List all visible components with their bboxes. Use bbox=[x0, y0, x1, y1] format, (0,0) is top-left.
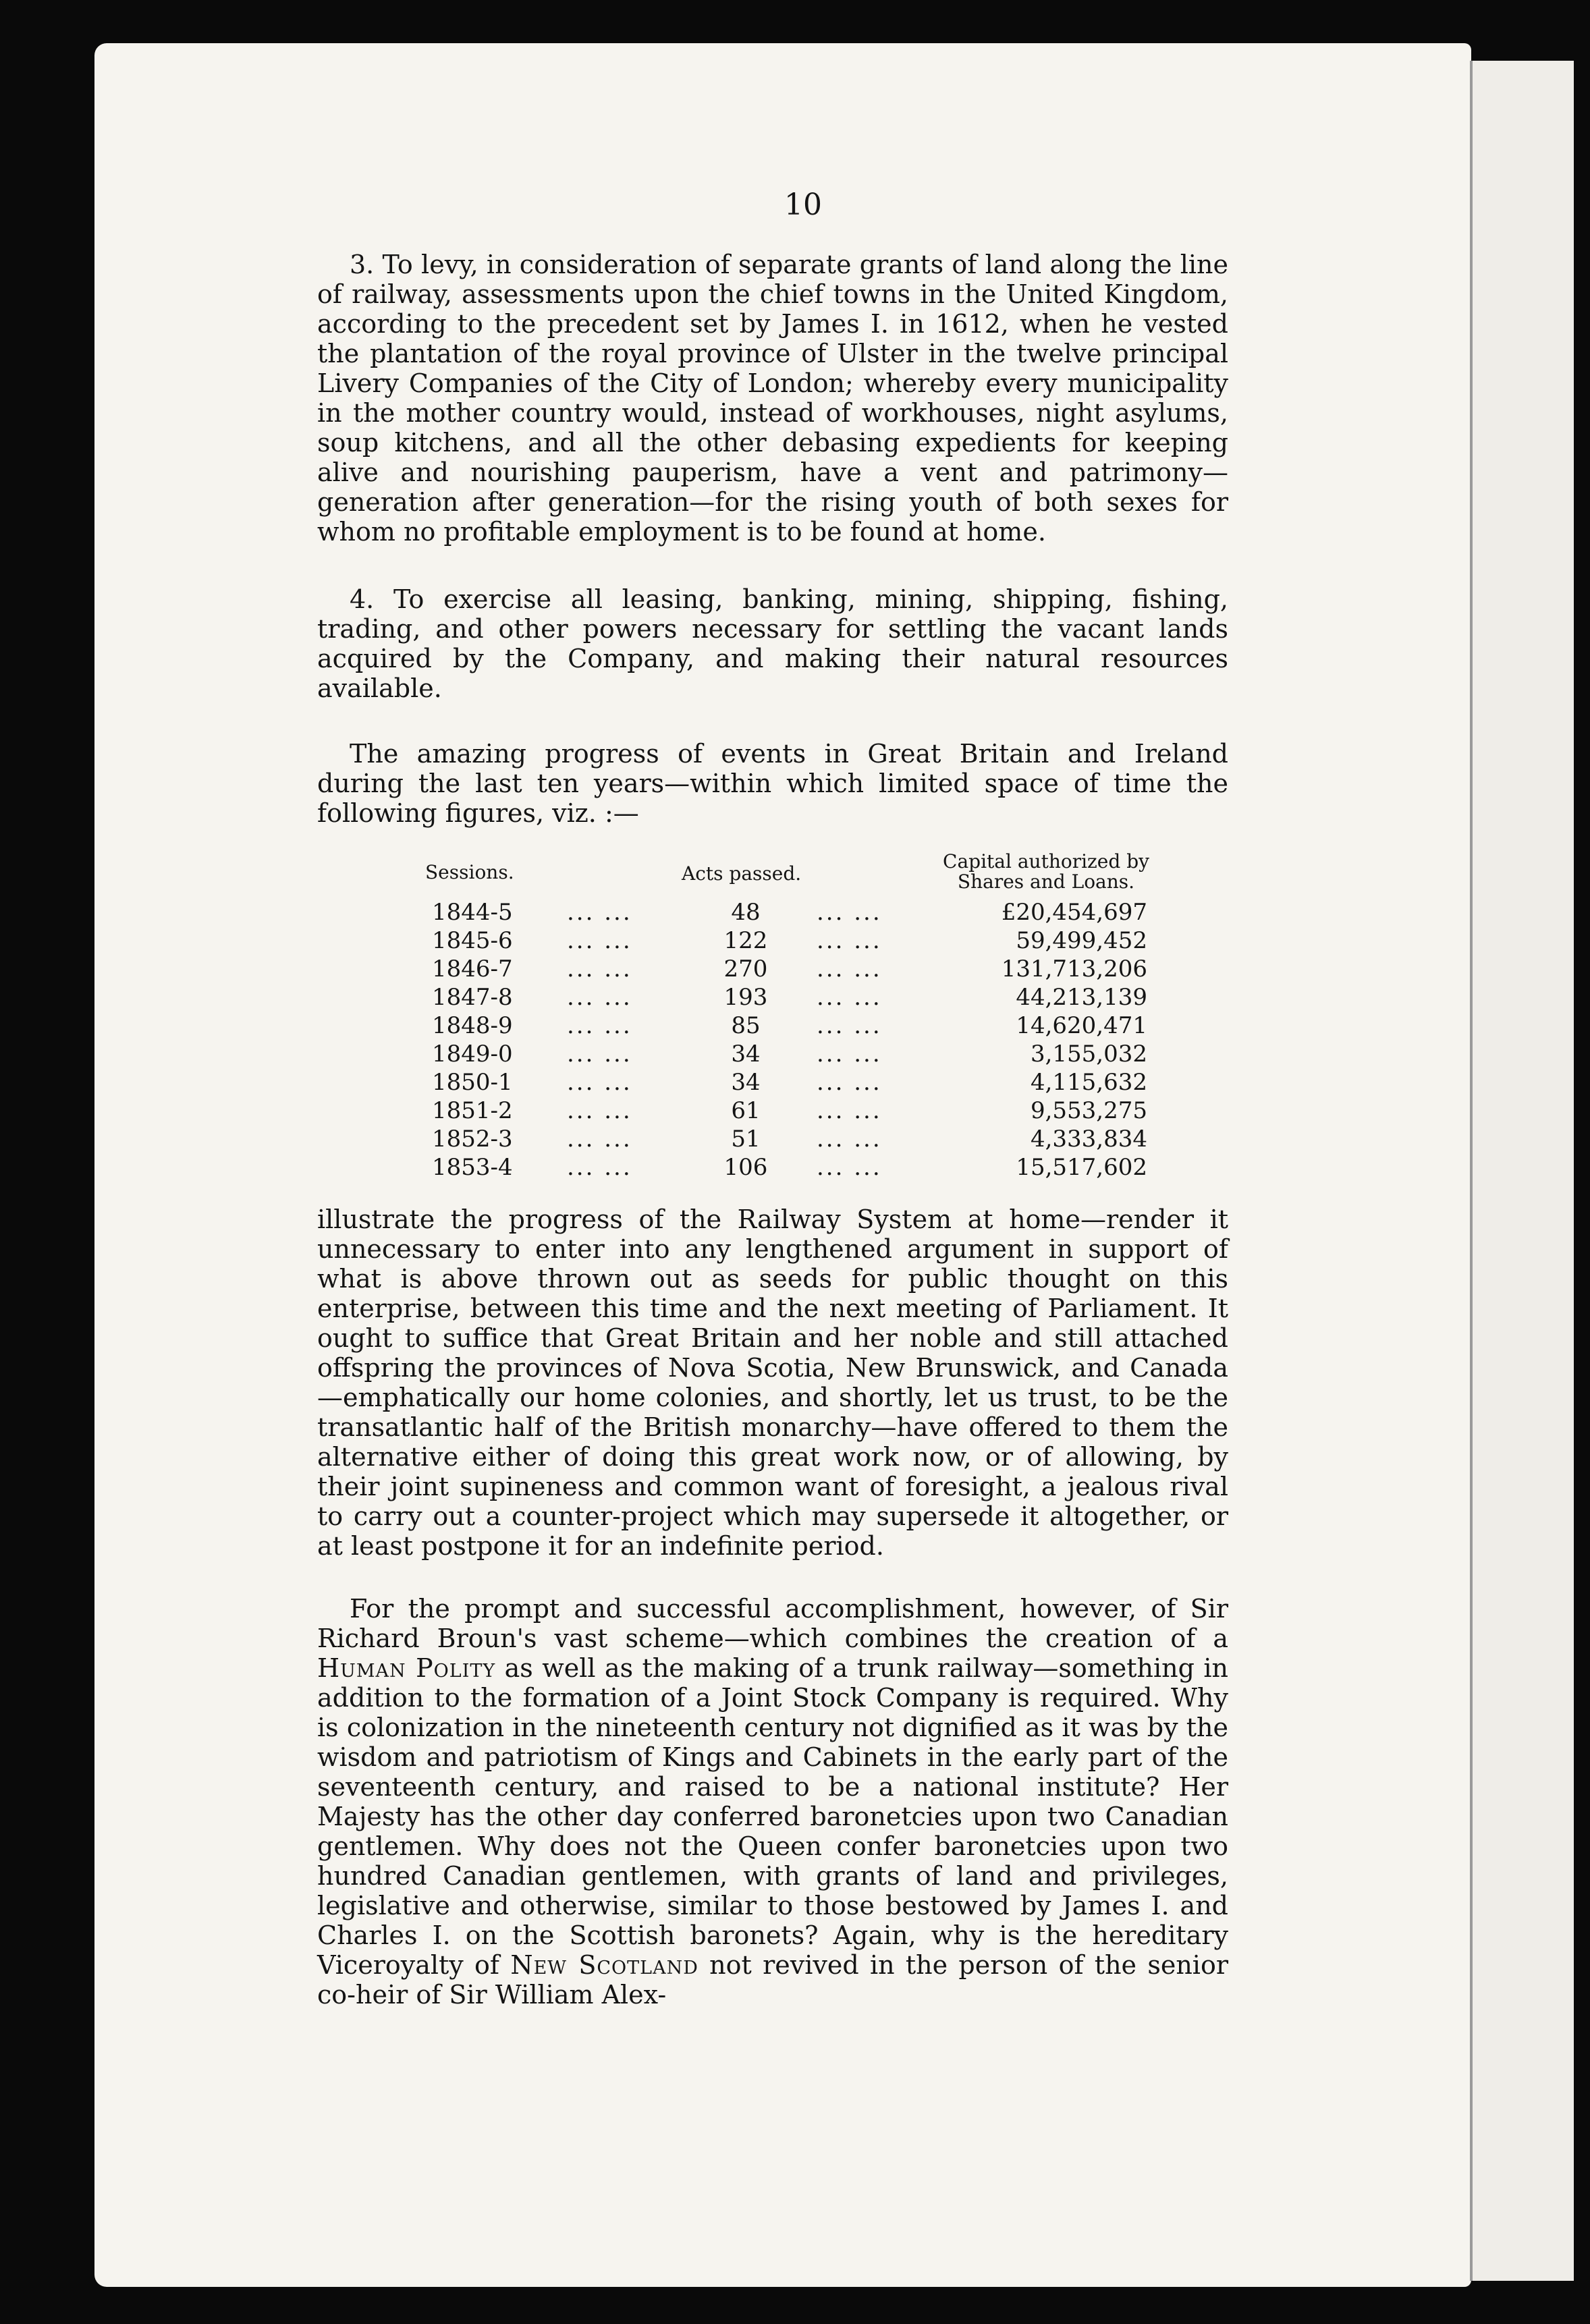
prompt-text bbox=[317, 1594, 1228, 2010]
capital-cell: 3,155,032 bbox=[1030, 1041, 1147, 1068]
session-cell: 1849-0 bbox=[432, 1041, 513, 1068]
capital-cell: 9,553,275 bbox=[1030, 1097, 1147, 1124]
leader-dots: ... ... bbox=[817, 1097, 882, 1124]
leader-dots: ... ... bbox=[817, 927, 882, 954]
session-cell: 1852-3 bbox=[432, 1126, 513, 1153]
leader-dots: ... ... bbox=[567, 927, 632, 954]
prompt-text-part1: For the prompt and successful accomplishment, however, of Sir Richard Broun's vast scheme—which combines the creation of a bbox=[317, 1594, 1228, 1653]
acts-cell: 106 bbox=[723, 1154, 768, 1181]
new-scotland-term: New Scotland bbox=[510, 1950, 698, 1980]
illustrate-text: illustrate the progress of the Railway System at home—render it unnecessary to enter into any lengthened argument in support of what is above thrown out as seeds for public thought on this enterprise, between this time and the next meeting of Parliament. It ought to suffice that Great Britain and her noble and still attached offspring the provinces of Nova Scotia, New Brunswick, and Canada—emphatically our home colonies, and shortly, let us trust, to be the transatlantic half of the British monarchy—have offered to them the alternative either of doing this great work now, or of allowing, by their joint supineness and common want of foresight, a jealous rival to carry out a counter-project which may supersede it altogether, or at least postpone it for an indefinite period. bbox=[317, 1205, 1228, 1561]
table-row bbox=[425, 1069, 1168, 1097]
header-capital-line1: Capital authorized by bbox=[943, 850, 1149, 873]
session-cell: 1844-5 bbox=[432, 899, 513, 926]
capital-cell: 44,213,139 bbox=[1016, 984, 1147, 1011]
leader-dots: ... ... bbox=[817, 1069, 882, 1096]
capital-cell: 59,499,452 bbox=[1016, 927, 1147, 954]
list-item-3-text: 3. To levy, in consideration of separate grants of land along the line of railway, assessments upon the chief towns in the United Kingdom, according to the precedent set by James I. in 1612, when he vested the plantation of the royal province of Ulster in the twelve principal Livery Companies of the City of London; whereby every municipality in the mother country would, instead of workhouses, night asylums, soup kitchens, and all the other debasing expedients for keeping alive and nourishing pauperism, have a vent and patrimony—generation after generation—for the rising youth of both sexes for whom no profitable employment is to be found at home. bbox=[317, 250, 1228, 547]
list-item-4-text: 4. To exercise all leasing, banking, mining, shipping, fishing, trading, and other powers necessary for settling the vacant lands acquired by the Company, and making their natural resources available. bbox=[317, 584, 1228, 703]
capital-cell: 14,620,471 bbox=[1016, 1012, 1147, 1039]
session-cell: 1847-8 bbox=[432, 984, 513, 1011]
leader-dots: ... ... bbox=[817, 956, 882, 983]
leader-dots: ... ... bbox=[567, 899, 632, 926]
session-cell: 1845-6 bbox=[432, 927, 513, 954]
list-item-3 bbox=[317, 250, 1228, 547]
leader-dots: ... ... bbox=[567, 1041, 632, 1068]
leader-dots: ... ... bbox=[817, 984, 882, 1011]
prompt-paragraph bbox=[317, 1594, 1228, 2010]
capital-cell: 131,713,206 bbox=[1001, 956, 1147, 983]
leader-dots: ... ... bbox=[567, 1154, 632, 1181]
table-row bbox=[425, 956, 1168, 984]
acts-cell: 85 bbox=[731, 1012, 761, 1039]
leader-dots: ... ... bbox=[567, 984, 632, 1011]
leader-dots: ... ... bbox=[567, 1126, 632, 1153]
session-cell: 1853-4 bbox=[432, 1154, 513, 1181]
leader-dots: ... ... bbox=[567, 1069, 632, 1096]
adjacent-page-edge bbox=[1470, 61, 1574, 2281]
session-cell: 1846-7 bbox=[432, 956, 513, 983]
header-capital bbox=[938, 852, 1154, 892]
table-row bbox=[425, 1126, 1168, 1154]
table-row bbox=[425, 1041, 1168, 1069]
table-row bbox=[425, 899, 1168, 927]
table-row bbox=[425, 1097, 1168, 1126]
leader-dots: ... ... bbox=[817, 899, 882, 926]
page-number: 10 bbox=[784, 188, 822, 222]
session-cell: 1850-1 bbox=[432, 1069, 513, 1096]
acts-cell: 270 bbox=[723, 956, 768, 983]
table-row bbox=[425, 1154, 1168, 1182]
acts-cell: 34 bbox=[731, 1069, 761, 1096]
acts-cell: 34 bbox=[731, 1041, 761, 1068]
leader-dots: ... ... bbox=[817, 1154, 882, 1181]
acts-cell: 51 bbox=[731, 1126, 761, 1153]
table-row bbox=[425, 927, 1168, 956]
leader-dots: ... ... bbox=[567, 1097, 632, 1124]
table-row bbox=[425, 1012, 1168, 1041]
capital-cell: 15,517,602 bbox=[1016, 1154, 1147, 1181]
header-acts: Acts passed. bbox=[682, 862, 802, 885]
header-sessions: Sessions. bbox=[425, 861, 514, 883]
capital-cell: 4,115,632 bbox=[1030, 1069, 1147, 1096]
leader-dots: ... ... bbox=[817, 1041, 882, 1068]
illustrate-paragraph bbox=[317, 1205, 1228, 1561]
header-capital-line2: Shares and Loans. bbox=[957, 870, 1135, 893]
session-cell: 1851-2 bbox=[432, 1097, 513, 1124]
session-cell: 1848-9 bbox=[432, 1012, 513, 1039]
table-row bbox=[425, 984, 1168, 1012]
acts-cell: 61 bbox=[731, 1097, 761, 1124]
leader-dots: ... ... bbox=[817, 1012, 882, 1039]
acts-cell: 48 bbox=[731, 899, 761, 926]
list-item-4 bbox=[317, 584, 1228, 703]
acts-cell: 193 bbox=[723, 984, 768, 1011]
progress-intro-text: The amazing progress of events in Great Britain and Ireland during the last ten years—within which limited space of time the following figures, viz. :— bbox=[317, 739, 1228, 828]
capital-cell: £20,454,697 bbox=[1001, 899, 1147, 926]
acts-cell: 122 bbox=[723, 927, 768, 954]
human-polity-term: Human Polity bbox=[317, 1653, 496, 1683]
progress-paragraph bbox=[317, 739, 1228, 828]
prompt-text-part2: as well as the making of a trunk railway—something in addition to the formation of a Joint Stock Company is required. Why is colonization in the nineteenth century not dignified as it was by the wisdom and patriotism of Kings and Cabinets in the early part of the seventeenth century, and raised to be a national institute? Her Majesty has the other day conferred baronetcies upon two Canadian gentlemen. Why does not the Queen confer baronetcies upon two hundred Canadian gentlemen, with grants of land and privileges, legislative and otherwise, similar to those bestowed by James I. and Charles I. on the Scottish baronets? Again, why is the hereditary Viceroyalty of bbox=[317, 1653, 1228, 1980]
leader-dots: ... ... bbox=[567, 956, 632, 983]
prompt-text-part3: not revived in the person of the senior co-heir of Sir William Alex- bbox=[317, 1950, 1229, 2010]
leader-dots: ... ... bbox=[567, 1012, 632, 1039]
leader-dots: ... ... bbox=[817, 1126, 882, 1153]
capital-cell: 4,333,834 bbox=[1030, 1126, 1147, 1153]
